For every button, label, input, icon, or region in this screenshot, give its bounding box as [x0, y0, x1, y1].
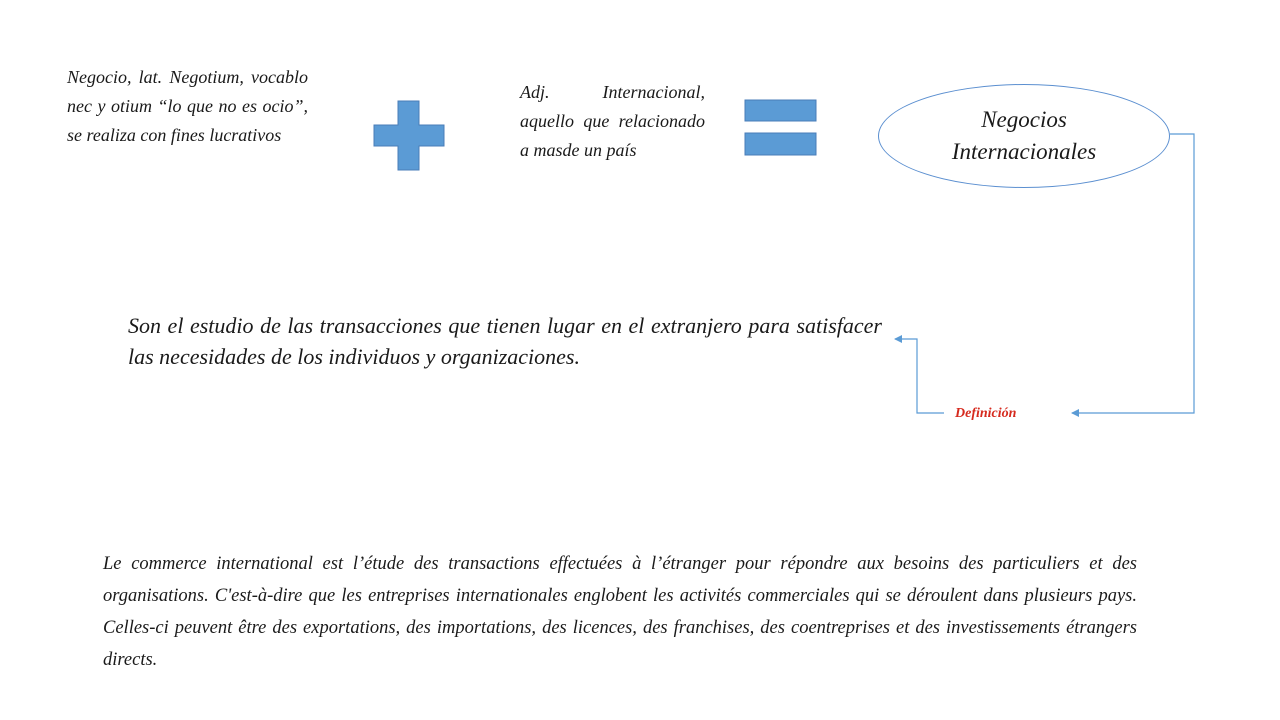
- equals-icon-top-bar: [745, 100, 816, 121]
- plus-icon: [374, 101, 444, 170]
- french-paragraph: Le commerce international est l’étude des transactions effectuées à l’étranger pour répondre aux besoins des particuliers et des organisations. C'est-à-dire que les entreprises internationales englobent les activités commerciales qui se déroulent dans plusieurs pays. Celles-ci peuvent être des exportations, des importations, des licences, des franchises, des coentreprises et des investissements étrangers directs.: [103, 554, 1137, 670]
- term-negocio-text: Negocio, lat. Negotium, vocablo nec y otium “lo que no es ocio”, se realiza con fines lucrativos: [67, 67, 308, 145]
- result-label: Negocios Internacionales: [951, 107, 1097, 164]
- term-internacional-text: Adj. Internacional, aquello que relacionado a masde un país: [520, 82, 705, 160]
- result-ellipse: [878, 84, 1170, 188]
- connector-arrow-to-definition: [895, 339, 944, 413]
- equals-icon-bottom-bar: [745, 133, 816, 155]
- definition-text: Son el estudio de las transacciones que tienen lugar en el extranjero para satisfacer las necesidades de los individuos y organizaciones.: [128, 313, 882, 369]
- definition-label: Definición: [955, 406, 1017, 421]
